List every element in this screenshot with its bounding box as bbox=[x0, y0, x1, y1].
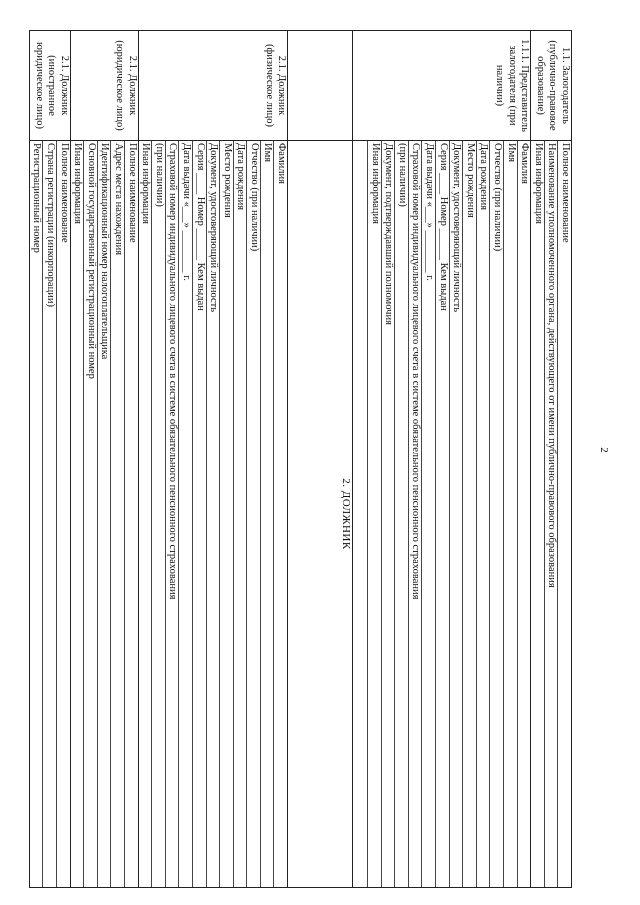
representative-field-blank bbox=[353, 141, 367, 887]
pledgor-row bbox=[531, 31, 572, 888]
debtor-legal-field: Основной государственный регистрационный номер bbox=[83, 141, 97, 887]
representative-field: Документ, подтверждавший полномочия bbox=[381, 141, 395, 887]
representative-field: Имя bbox=[503, 141, 517, 887]
pledgor-field: Полное наименование bbox=[557, 141, 571, 887]
debtor-individual-fields bbox=[138, 141, 288, 888]
debtor-individual-field: Место рождения bbox=[219, 141, 233, 887]
pledgor-field: Иная информация bbox=[532, 143, 544, 225]
registration-form-table bbox=[29, 30, 572, 888]
representative-field: Фамилия bbox=[517, 141, 531, 887]
representative-row bbox=[353, 31, 531, 888]
page-number: 2 bbox=[598, 447, 610, 453]
representative-field: Серия ____ Номер ______ Кем выдан bbox=[435, 141, 449, 887]
representative-fields bbox=[353, 141, 531, 888]
debtor-legal-field: Полное наименование bbox=[124, 141, 138, 887]
representative-field: Место рождения bbox=[462, 141, 476, 887]
representative-field: Страховой номер индивидуального лицевого счета в системе обязательного пенсионного страхования bbox=[408, 141, 422, 887]
debtor-foreign-field: Регистрационный номер bbox=[31, 143, 43, 253]
rotated-form-sheet bbox=[30, 10, 610, 890]
representative-field: Дата выдачи «___» ________ г. bbox=[421, 141, 435, 887]
representative-field: Дата рождения bbox=[476, 141, 490, 887]
pledgor-label: 1.1. Залогодатель (публично-правовое образование) bbox=[531, 31, 572, 141]
debtor-foreign-label: 2.1. Должник (иностранное юридическое лицо) bbox=[29, 31, 70, 141]
representative-field: (при наличии) bbox=[394, 141, 408, 887]
representative-field: Отчество (при наличии) bbox=[489, 141, 503, 887]
debtor-legal-field: Адрес места нахождения bbox=[110, 141, 124, 887]
debtor-individual-row bbox=[138, 31, 288, 888]
debtor-individual-field: Страховой номер индивидуального лицевого счета в системе обязательного пенсионного страхования bbox=[165, 141, 179, 887]
debtor-foreign-field: Полное наименование bbox=[56, 141, 70, 887]
debtor-foreign-field: Страна регистрации (инкорпорации) bbox=[42, 141, 56, 887]
debtor-foreign-fields bbox=[29, 141, 70, 888]
debtor-individual-field: Документ, удостоверяющий личность bbox=[206, 141, 220, 887]
debtor-legal-field: Иная информация bbox=[72, 143, 84, 225]
debtor-individual-label: 2.1. Должник (физическое лицо) bbox=[138, 31, 288, 141]
debtor-legal-row bbox=[70, 31, 138, 888]
representative-label: 1.1.1. Представитель залогодателя (при наличии) bbox=[353, 31, 531, 141]
debtor-individual-field: Отчество (при наличии) bbox=[246, 141, 260, 887]
debtor-legal-label: 2.1. Должник (юридическое лицо) bbox=[70, 31, 138, 141]
debtor-individual-field: Иная информация bbox=[140, 143, 152, 225]
debtor-individual-field: Дата рождения bbox=[233, 141, 247, 887]
debtor-individual-field: Имя bbox=[260, 141, 274, 887]
representative-field: Иная информация bbox=[367, 141, 381, 887]
debtor-individual-field: Фамилия bbox=[274, 141, 288, 887]
pledgor-fields bbox=[531, 141, 572, 888]
section-2-title-row bbox=[288, 31, 353, 888]
section-2-title: 2. ДОЛЖНИК bbox=[288, 141, 353, 888]
debtor-legal-field: Идентификационный номер налогоплательщика bbox=[97, 141, 111, 887]
debtor-foreign-row bbox=[29, 31, 70, 888]
debtor-individual-field: Дата выдачи «___» ________ г. bbox=[178, 141, 192, 887]
representative-field: Документ, удостоверяющий личность bbox=[449, 141, 463, 887]
debtor-individual-field: Серия ____ Номер ______ Кем выдан bbox=[192, 141, 206, 887]
pledgor-field: Наименование уполномоченного органа, действующего от имени публично-правового образования bbox=[544, 141, 558, 887]
debtor-legal-fields bbox=[70, 141, 138, 888]
section-2-blank-cell bbox=[288, 31, 353, 141]
debtor-individual-field: (при наличии) bbox=[151, 141, 165, 887]
